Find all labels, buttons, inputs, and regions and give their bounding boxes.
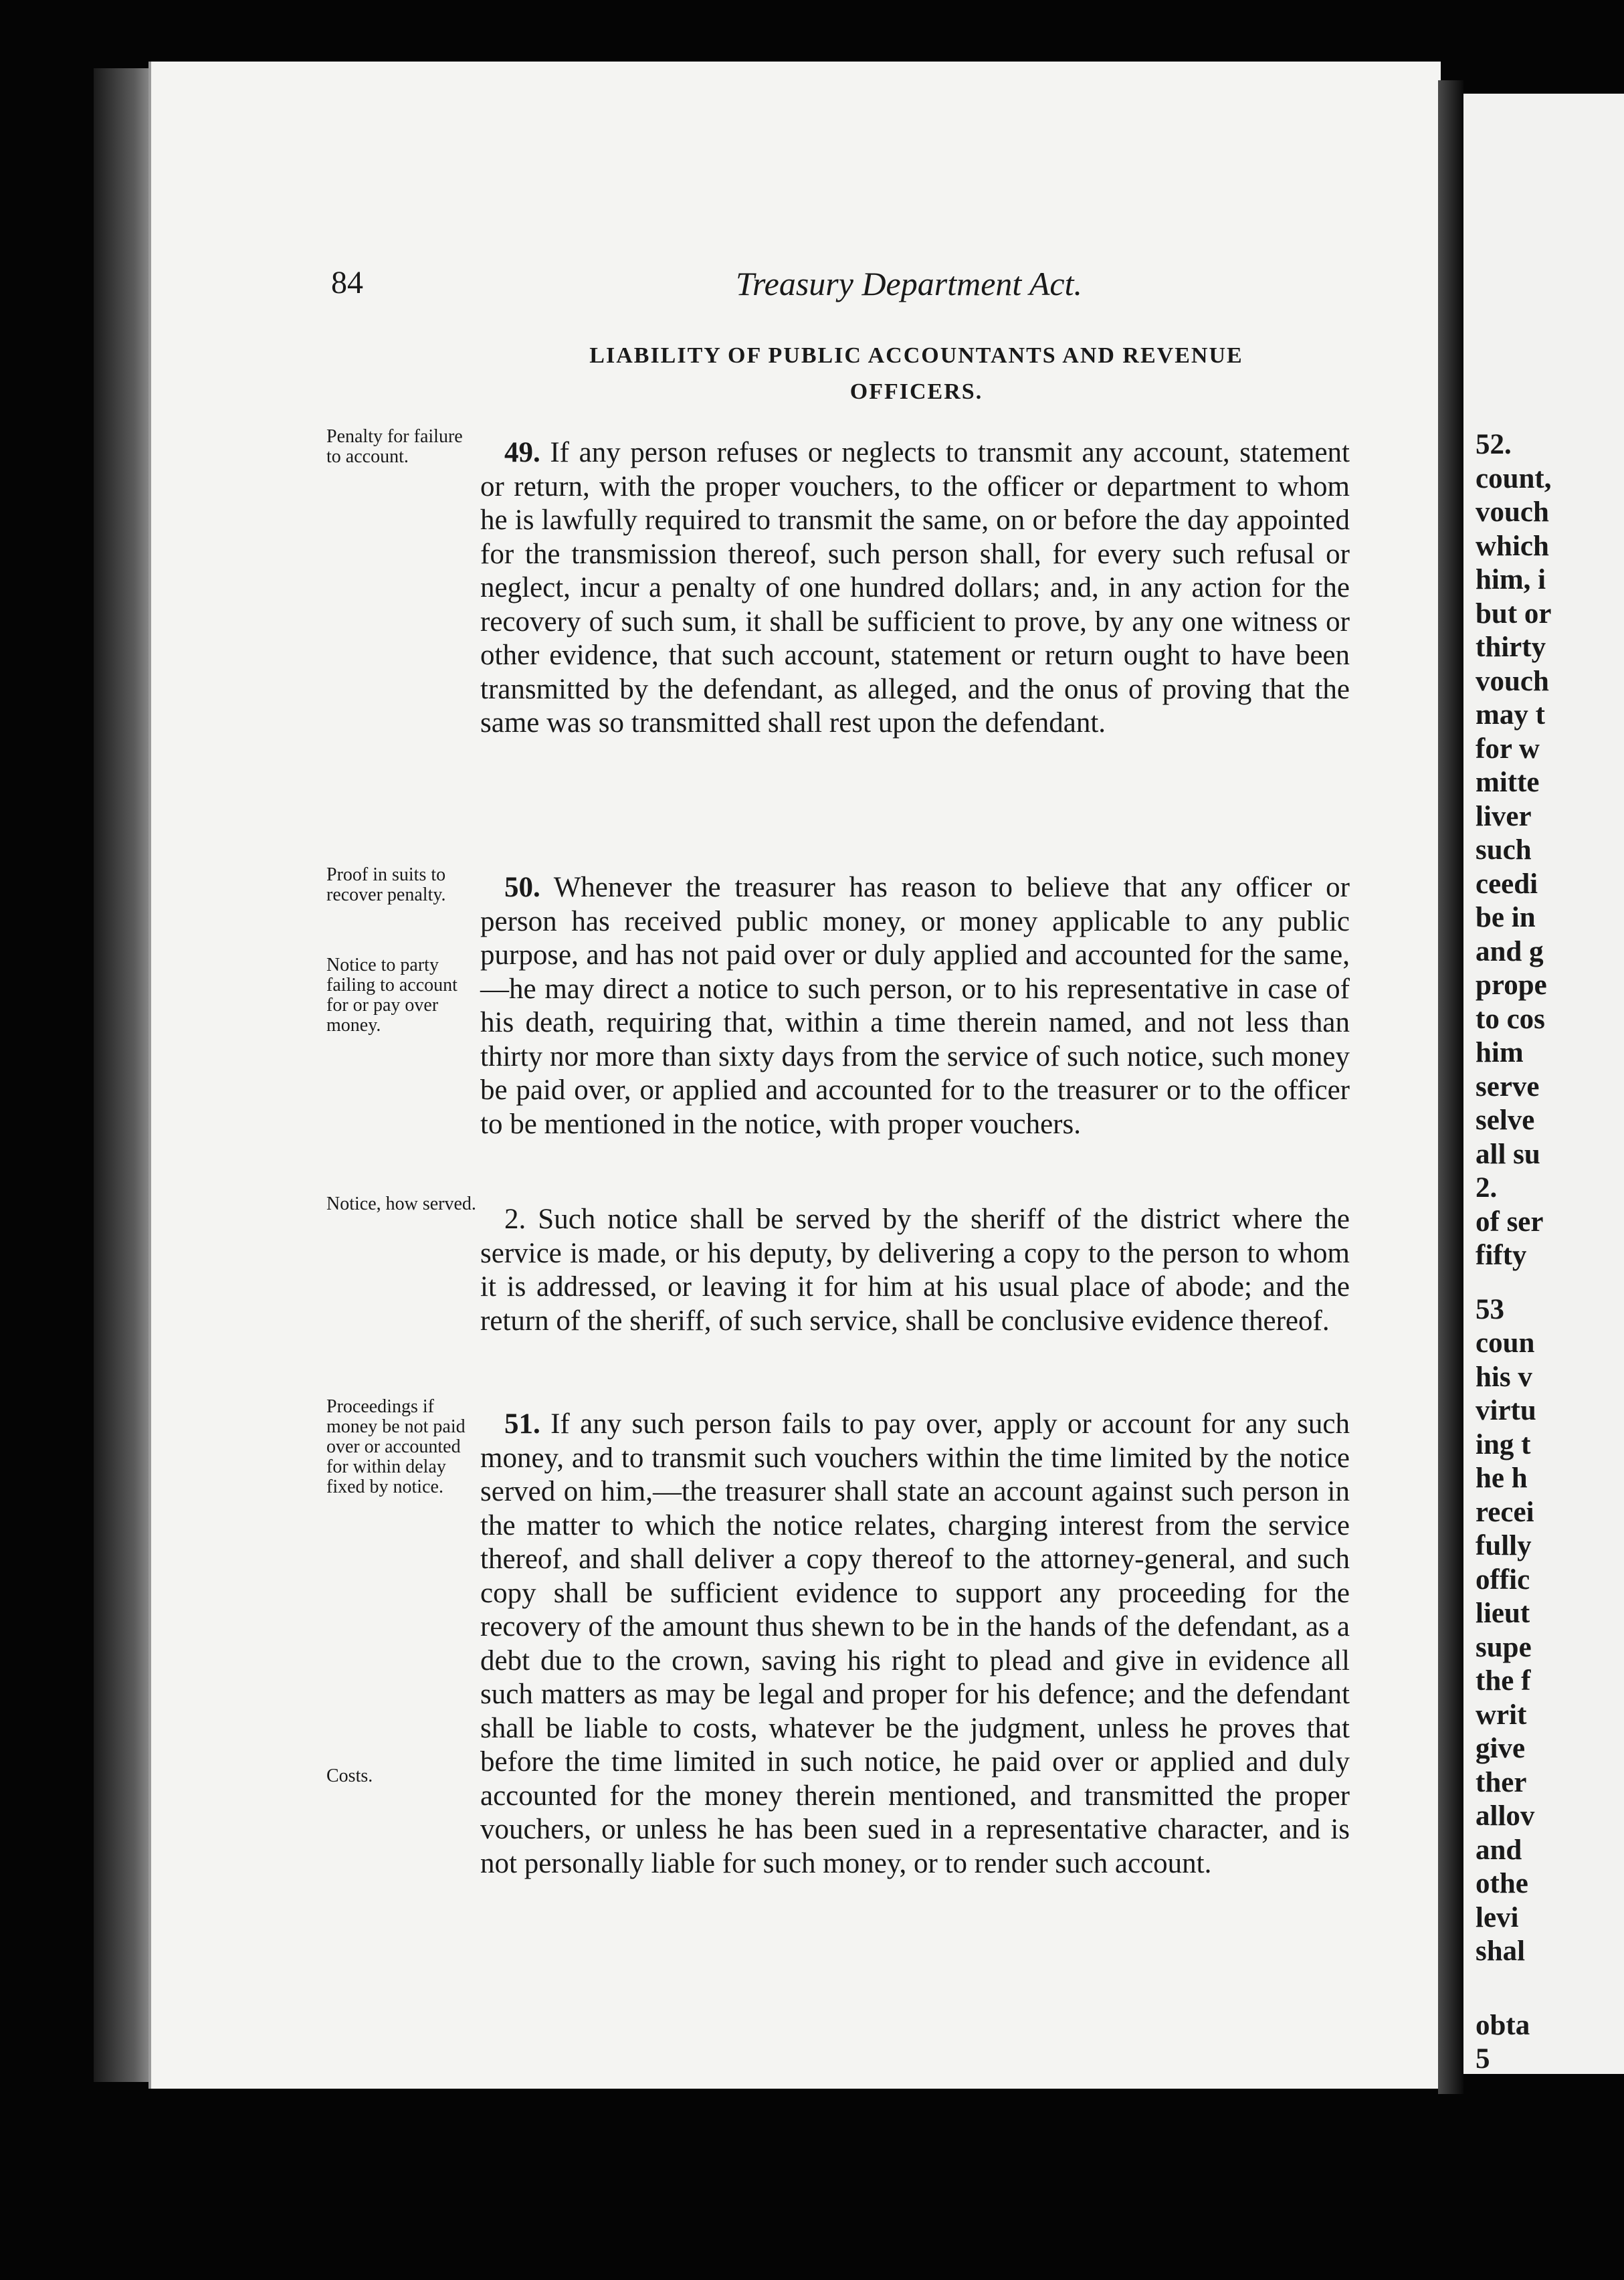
facing-line: serve [1476,1070,1540,1103]
facing-line: for w [1476,733,1540,765]
book-gutter [1438,80,1463,2094]
marginal-note-50-proof: Proof in suits to recover penalty. [326,864,446,905]
facing-line: shal [1476,1935,1526,1967]
facing-line: selve [1476,1105,1535,1136]
facing-line: thirty [1476,632,1546,663]
marginal-note-51-costs: Costs. [326,1766,373,1786]
section-49-text: If any person refuses or neglects to transmit any account, statement or return, with the proper vouchers, to the officer or department to whom he is lawfully required to transmit the same, on or before the day appointed for the transmission thereof, such person shall, for every such refusal or neglect, incur a penalty of one hundred dollars; and, in any action for the recovery of such sum, it shall be sufficient to prove, by any one witness or other evidence, that such account, statement or return ought to have been transmitted by the defendant, as alleged, and the onus of proving that the same was so transmitted shall rest upon the defendant. [480,437,1350,739]
marginal-note-50-served: Notice, how served. [326,1194,476,1214]
facing-line: mitte [1476,767,1540,798]
facing-line: and [1476,1834,1522,1866]
section-51-paragraph [480,1408,1350,1881]
facing-line: ther [1476,1766,1527,1798]
facing-line: the f [1476,1665,1531,1697]
facing-line: othe [1476,1868,1528,1899]
facing-page [1463,94,1624,2074]
facing-line: 53 [1476,1293,1504,1325]
section-heading-line2: OFFICERS. [849,379,983,404]
facing-line: he h [1476,1462,1528,1494]
facing-line: him, i [1476,564,1546,595]
facing-line: writ [1476,1699,1527,1731]
section-51-number: 51. [504,1408,540,1440]
facing-line: recei [1476,1496,1534,1528]
facing-line: but or [1476,597,1552,630]
facing-line: fifty [1476,1240,1527,1271]
facing-line: such [1476,834,1532,866]
marginal-note-50-notice: Notice to party failing to account for or pay over money. [326,955,458,1036]
marginal-note-51-proceedings: Proceedings if money be not paid over or accounted for within delay fixed by notice. [326,1396,466,1497]
facing-line: his v [1476,1361,1532,1393]
facing-line: 5 [1476,2043,1490,2074]
facing-line: vouch [1476,665,1549,697]
facing-line: virtu [1476,1395,1536,1426]
facing-line: allov [1476,1800,1535,1832]
section-heading-line1: LIABILITY OF PUBLIC ACCOUNTANTS AND REVENUE [589,343,1243,368]
facing-line: obta [1476,2009,1530,2041]
running-title: Treasury Department Act. [736,265,1083,302]
facing-line: him [1476,1037,1524,1068]
facing-line: of ser [1476,1206,1544,1238]
section-49-paragraph [480,436,1350,741]
page-number: 84 [331,265,363,300]
marginal-note-49: Penalty for failure to account. [326,426,463,467]
facing-line: fully [1476,1530,1532,1561]
section-49-number: 49. [504,437,540,468]
facing-line: lieut [1476,1598,1530,1629]
facing-line: 2. [1476,1172,1498,1204]
facing-line: levi [1476,1901,1519,1933]
facing-page-text [1476,428,1624,2074]
section-heading [468,338,1364,410]
facing-line: which [1476,530,1549,562]
page-edge-shadow [94,68,151,2082]
facing-line: be in [1476,902,1536,933]
facing-line: and g [1476,935,1544,967]
facing-line: count, [1476,462,1552,494]
section-50-subsection-2 [480,1203,1350,1338]
section-50-paragraph [480,871,1350,1141]
facing-line: all su [1476,1138,1540,1170]
facing-line: supe [1476,1631,1532,1663]
facing-line: 52. [1476,429,1512,460]
section-50-2-text: 2. Such notice shall be served by the sheriff of the district where the service is made, or his deputy, by delivering a copy to the person to whom it is addressed, or leaving it for him at his usual place of abode; and the return of the sheriff, of such service, shall be conclusive evidence thereof. [480,1204,1350,1337]
facing-line: liver [1476,800,1532,832]
facing-line: prope [1476,969,1547,1001]
facing-line: may t [1476,699,1545,731]
facing-line: give [1476,1733,1526,1764]
facing-line: coun [1476,1327,1535,1359]
section-50-number: 50. [504,872,540,903]
section-51-text: If any such person fails to pay over, apply or account for any such money, and to transmit such vouchers within the time limited by the notice served on him,—the treasurer shall state an account against such person in the matter to which the notice relates, charging interest from the service thereof, and shall deliver a copy thereof to the attorney-general, and such copy shall be sufficient evidence to support any proceeding for the recovery of the amount thus shewn to be in the hands of the defendant, as a debt due to the crown, saving his right to plead and give in evidence all such matters as may be legal and proper for his defence; and the defendant shall be liable to costs, whatever be the judgment, unless he proves that before the time limited in such notice, he paid over or applied and duly accounted for the money therein mentioned, and transmitted the proper vouchers, or unless he has been sued in a representative character, and is not personally liable for such money, or to render such account. [480,1408,1350,1879]
facing-line: vouch [1476,496,1549,528]
section-50-text: Whenever the treasurer has reason to believe that any officer or person has received public money, or money applicable to any public purpose, and has not paid over or duly applied and accounted for the same,—he may direct a notice to such person, or to his representative in case of his death, requiring that, within a time therein named, and not less than thirty nor more than sixty days from the service of such notice, such money be paid over, or applied and accounted for to the treasurer or to the officer to be mentioned in the notice, with proper vouchers. [480,872,1350,1140]
facing-line: ing t [1476,1428,1531,1460]
facing-line: ceedi [1476,868,1538,900]
facing-line: offic [1476,1563,1530,1596]
facing-line: to cos [1476,1003,1545,1035]
